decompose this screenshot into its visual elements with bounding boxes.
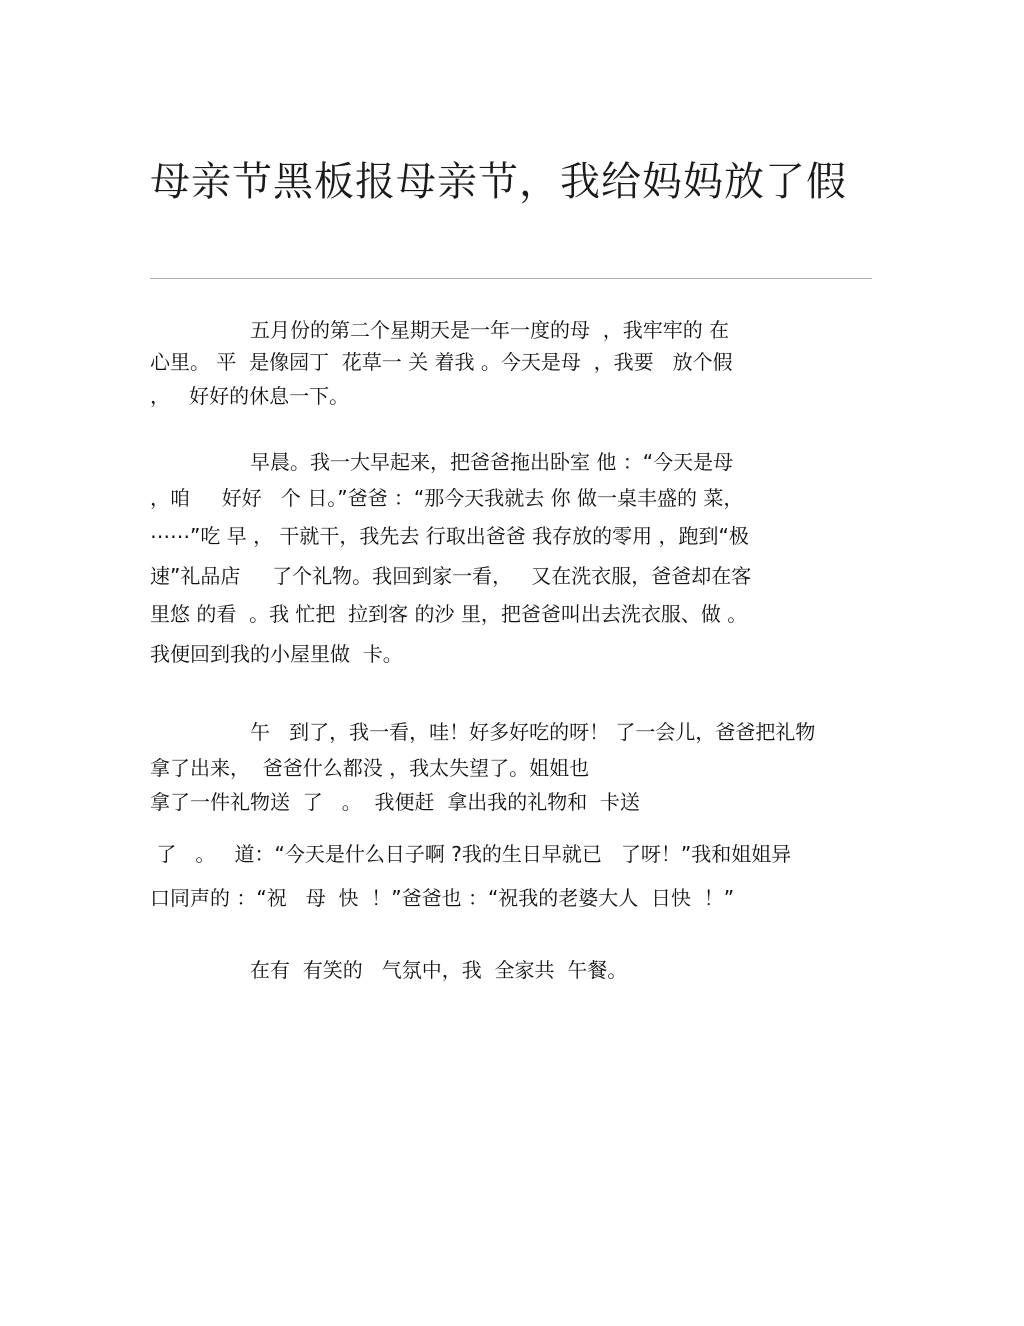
paragraph-3-line-2: 拿了出来， 爸爸什么都没 ，我太失望了。姐姐也	[150, 756, 590, 780]
paragraph-3-line-1: 午 到了，我一看，哇！好多好吃的呀！ 了一会儿，爸爸把礼物	[250, 720, 816, 744]
paragraph-2-line-3: ⋯⋯”吃 早 ， 干就干，我先去 行取出爸爸 我存放的零用 ，跑到“极	[150, 524, 749, 548]
paragraph-3-line-5: 口同声的 ：“祝 母 快 ！”爸爸也 ：“祝我的老婆大人 日快 ！”	[150, 886, 735, 910]
paragraph-2-line-1: 早晨。我一大早起来，把爸爸拖出卧室 他 ：“今天是母	[250, 450, 734, 474]
document-title: 母亲节黑板报母亲节，我给妈妈放了假	[150, 159, 847, 205]
paragraph-2-line-5: 里悠 的看 。我 忙把 拉到客 的沙 里，把爸爸叫出去洗衣服、做 。	[150, 602, 748, 626]
paragraph-1-line-3: ， 好好的休息一下。	[150, 384, 350, 408]
paragraph-3-line-3: 拿了一件礼物送 了 。 我便赶 拿出我的礼物和 卡送	[150, 790, 640, 814]
paragraph-1-line-1: 五月份的第二个星期天是一年一度的母 ，我牢牢的 在	[250, 318, 730, 342]
paragraph-4-line-1: 在有 有笑的 气氛中，我 全家共 午餐。	[250, 958, 628, 982]
paragraph-2-line-2: ，咱 好好 个 日。”爸爸 ：“那今天我就去 你 做一桌丰盛的 菜，	[150, 486, 744, 510]
paragraph-1-line-2: 心里。 平 是像园丁 花草一 关 着我 。今天是母 ，我要 放个假	[150, 350, 733, 374]
paragraph-3-line-4: 了 。 道：“今天是什么日子啊 ?我的生日早就已 了呀！”我和姐姐异	[150, 842, 792, 866]
paragraph-2-line-4: 速”礼品店 了个礼物。我回到家一看， 又在洗衣服，爸爸却在客	[150, 564, 752, 588]
title-divider	[150, 278, 872, 279]
paragraph-2-line-6: 我便回到我的小屋里做 卡。	[150, 642, 403, 666]
